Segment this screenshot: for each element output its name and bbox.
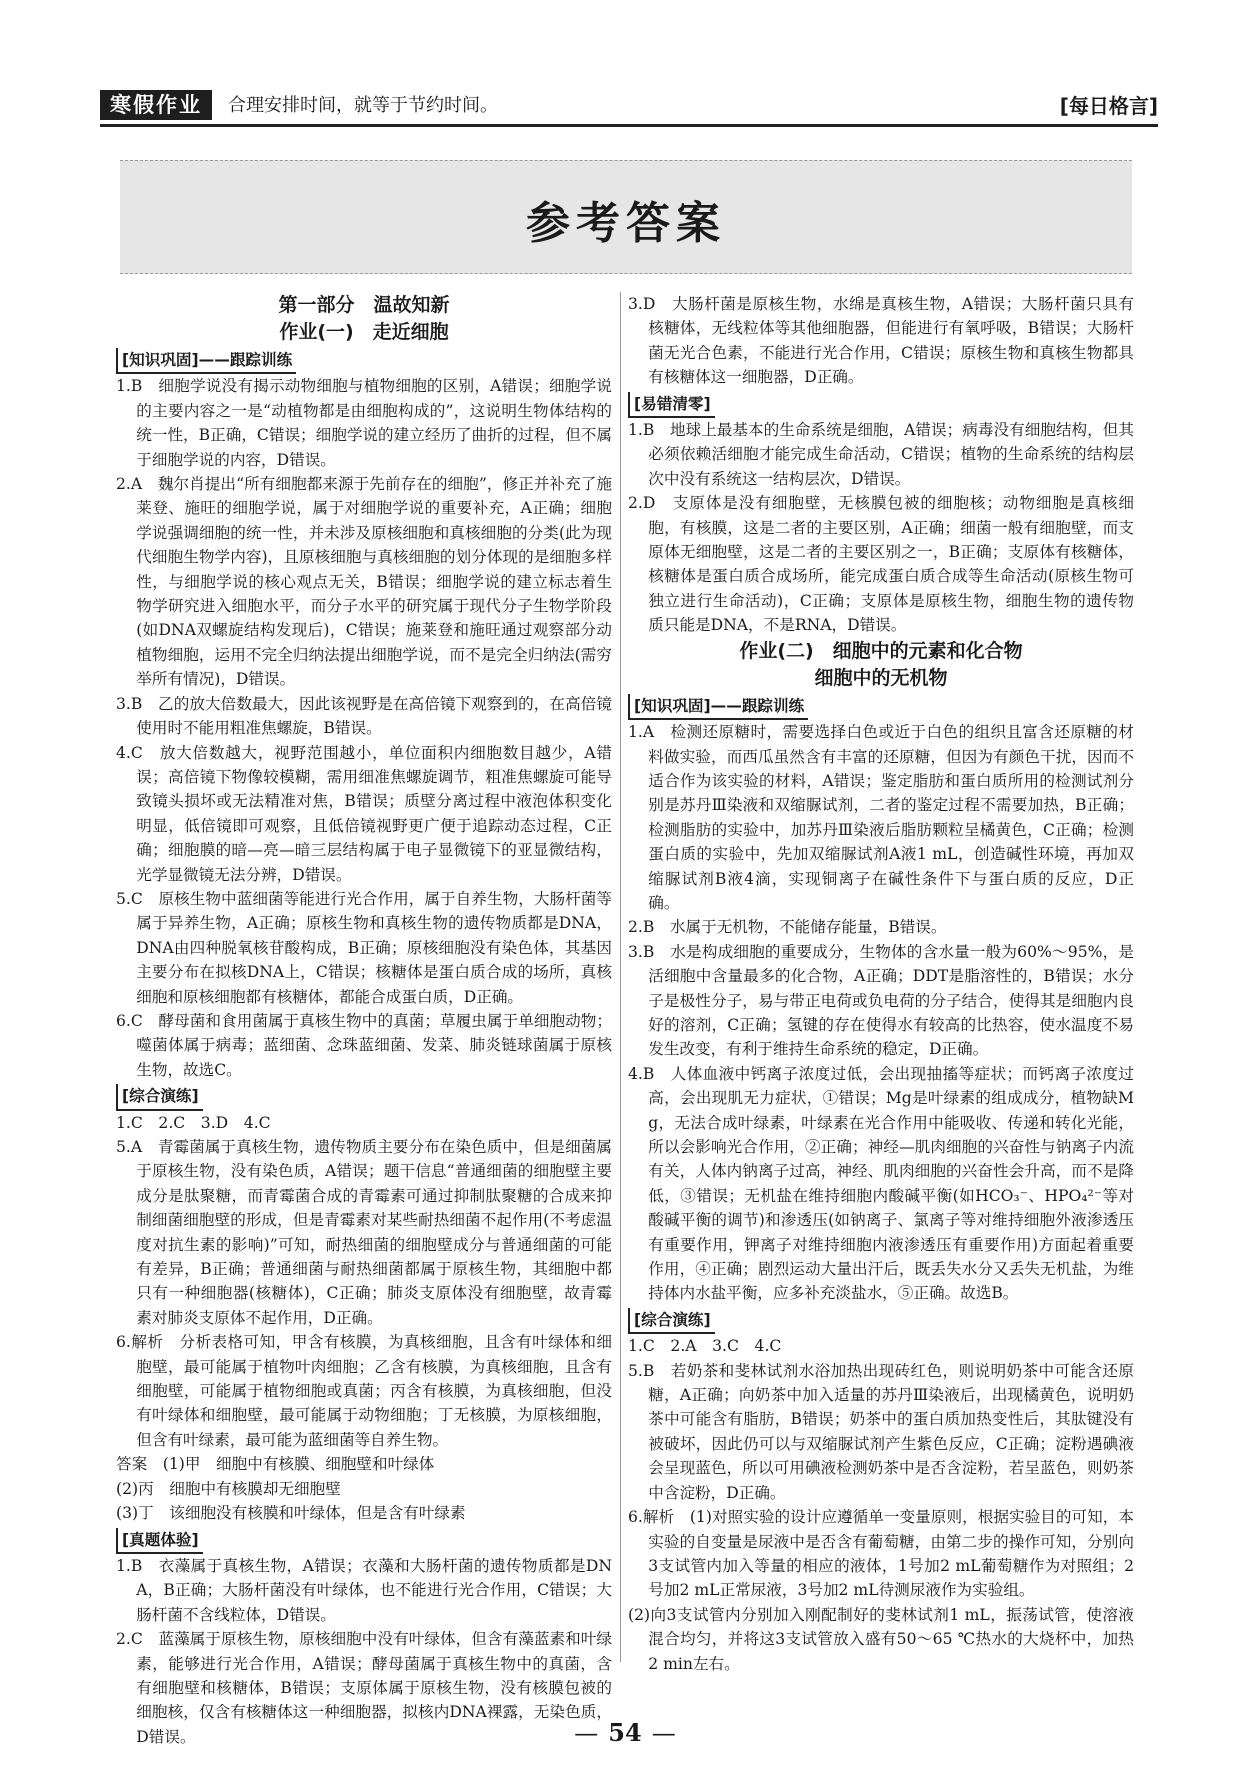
- page-dash-left: —: [574, 1719, 599, 1747]
- answer-item: 4.C 放大倍数越大，视野范围越小，单位面积内细胞数目越少，A错误；高倍镜下物像较模糊，需用细准焦螺旋调节，粗准焦螺旋可能导致镜头损坏或无法精准对焦，B错误；质壁分离过程中液泡体积变化明显，低倍镜即可观察，且低倍镜视野更广便于追踪动态过程，C正确；细胞膜的暗—亮—暗三层结构属于电子显微镜下的亚显微结构，光学显微镜无法分辨，D错误。: [116, 743, 612, 884]
- section-label: [综合演练]: [628, 1308, 715, 1334]
- section-label: [真题体验]: [116, 1528, 203, 1554]
- answer-item: 1.B 细胞学说没有揭示动物细胞与植物细胞的区别，A错误；细胞学说的主要内容之一是“动植物都是由细胞构成的”，这说明生物体结构的统一性，B正确，C错误；细胞学说的建立经历了曲折的过程，但不属于细胞学说的内容，D错误。: [116, 377, 612, 469]
- answer-item: (2)向3支试管内分别加入刚配制好的斐林试剂1 mL，振荡试管，使溶液混合均匀，并将这3支试管放入盛有50～65 ℃热水的大烧杯中，加热2 min左右。: [628, 1605, 1134, 1673]
- homework-1-title: 作业(一) 走近细胞: [279, 321, 449, 343]
- answer-item: 5.C 原核生物中蓝细菌等能进行光合作用，属于自养生物，大肠杆菌等属于异养生物，A正确；原核生物和真核生物的遗传物质都是DNA，DNA由四种脱氧核苷酸构成，B正确；原核细胞没有染色体，其基因主要分布在拟核DNA上，C错误；核糖体是蛋白质合成的场所，真核细胞和原核细胞都有核糖体，都能合成蛋白质，D正确。: [116, 889, 612, 1006]
- right-column: [628, 292, 1134, 1673]
- section-label: [知识巩固]——跟踪训练: [628, 694, 808, 720]
- answer-item: 1.B 衣藻属于真核生物，A错误；衣藻和大肠杆菌的遗传物质都是DNA，B正确；大肠杆菌没有叶绿体，也不能进行光合作用，C错误；大肠杆菌不含线粒体，D错误。: [116, 1556, 612, 1624]
- answer-item: 2.C 蓝藻属于原核生物，原核细胞中没有叶绿体，但含有藻蓝素和叶绿素，能够进行光合作用，A错误；酵母菌属于真核生物中的真菌，含有细胞壁和核糖体，B错误；支原体属于原核生物，没有核膜包被的细胞核，仅含有核糖体这一种细胞器，拟核内DNA裸露，无染色质，D错误。: [116, 1630, 612, 1746]
- page-number-value: 54: [608, 1718, 642, 1747]
- column-divider: [620, 292, 621, 1662]
- page-number: [0, 1718, 1250, 1747]
- section-label: [知识巩固]——跟踪训练: [116, 348, 296, 374]
- title-banner: [120, 160, 1132, 274]
- header-tag: [每日格言]: [1059, 94, 1158, 118]
- homework-2-subtitle: 细胞中的无机物: [814, 666, 948, 689]
- page-header: [100, 88, 1158, 127]
- page-title: 参考答案: [526, 198, 726, 249]
- section-label: [综合演练]: [116, 1084, 203, 1110]
- answer-item: 5.A 青霉菌属于真核生物，遗传物质主要分布在染色质中，但是细菌属于原核生物，没有染色质，A错误；题干信息“普通细菌的细胞壁主要成分是肽聚糖，而青霉菌合成的青霉素可通过抑制肽聚糖的合成来抑制细菌细胞壁的形成，但是青霉素对某些耐热细菌不起作用(不考虑温度对抗生素的影响)”可知，耐热细菌的细胞壁成分与普通细菌的可能有差异，B正确；普通细菌与耐热细菌都属于原核生物，其细胞中都只有一种细胞器(核糖体)，C正确；肺炎支原体没有细胞壁，故青霉素对肺炎支原体不起作用，D正确。: [116, 1138, 612, 1327]
- homework-2-title: 作业(二) 细胞中的元素和化合物: [739, 639, 1023, 662]
- answer-item: 1.C 2.A 3.C 4.C: [628, 1337, 782, 1356]
- left-column: [116, 292, 612, 1746]
- answer-item: (3)丁 该细胞没有核膜和叶绿体，但是含有叶绿素: [116, 1504, 466, 1523]
- answer-item: (2)丙 细胞中有核膜却无细胞壁: [116, 1479, 341, 1498]
- answer-item: 1.B 地球上最基本的生命系统是细胞，A错误；病毒没有细胞结构，但其必须依赖活细胞才能完成生命活动，C错误；植物的生命系统的结构层次中没有系统这一结构层次，D错误。: [628, 421, 1134, 488]
- answer-item: 1.C 2.C 3.D 4.C: [116, 1113, 271, 1132]
- answer-item: 6.C 酵母菌和食用菌属于真核生物中的真菌；草履虫属于单细胞动物；噬菌体属于病毒；蓝细菌、念珠蓝细菌、发菜、肺炎链球菌属于原核生物，故选C。: [116, 1011, 612, 1079]
- answer-item: 答案 (1)甲 细胞中有核膜、细胞壁和叶绿体: [116, 1455, 435, 1474]
- header-badge: 寒假作业: [100, 90, 212, 120]
- part-title: 第一部分 温故知新: [278, 294, 450, 316]
- answer-item: 3.B 水是构成细胞的重要成分，生物体的含水量一般为60%～95%，是活细胞中含量最多的化合物，A正确；DDT是脂溶性的，B错误；水分子是极性分子，易与带正电荷或负电荷的分子结合，使得其是细胞内良好的溶剂，C正确；氢键的存在使得水有较高的比热容，使水温度不易发生改变，有利于维持生命系统的稳定，D正确。: [628, 942, 1134, 1059]
- answer-item: 3.B 乙的放大倍数最大，因此该视野是在高倍镜下观察到的，在高倍镜使用时不能用粗准焦螺旋，B错误。: [116, 694, 612, 738]
- answer-item: 5.B 若奶茶和斐林试剂水浴加热出现砖红色，则说明奶茶中可能含还原糖，A正确；向奶茶中加入适量的苏丹Ⅲ染液后，出现橘黄色，说明奶茶中可能含有脂肪，B错误；奶茶中的蛋白质加热变性后，其肽键没有被破坏，因此仍可以与双缩脲试剂产生紫色反应，C正确；淀粉遇碘液会呈现蓝色，所以可用碘液检测奶茶中是否含淀粉，若呈蓝色，则奶茶中含淀粉，D正确。: [628, 1361, 1134, 1502]
- answer-item: 1.A 检测还原糖时，需要选择白色或近于白色的组织且富含还原糖的材料做实验，而西瓜虽然含有丰富的还原糖，但因为有颜色干扰，因而不适合作为该实验的材料，A错误；鉴定脂肪和蛋白质所用的检测试剂分别是苏丹Ⅲ染液和双缩脲试剂，二者的鉴定过程不需要加热，B正确；检测脂肪的实验中，加苏丹Ⅲ染液后脂肪颗粒呈橘黄色，C正确；检测蛋白质的实验中，先加双缩脲试剂A液1 mL，创造碱性环境，再加双缩脲试剂B液4滴，实现铜离子在碱性条件下与蛋白质的反应，D正确。: [628, 723, 1134, 912]
- answer-item: 4.B 人体血液中钙离子浓度过低，会出现抽搐等症状；而钙离子浓度过高，会出现肌无力症状，①错误；Mg是叶绿素的组成成分，植物缺Mg，无法合成叶绿素，叶绿素在光合作用中能吸收、传递和转化光能，所以会影响光合作用，②正确；神经—肌肉细胞的兴奋性与钠离子内流有关，人体内钠离子过高，神经、肌肉细胞的兴奋性会升高，而不是降低，③错误；无机盐在维持细胞内酸碱平衡(如HCO₃⁻、HPO₄²⁻等对酸碱平衡的调节)和渗透压(如钠离子、氯离子等对维持细胞外液渗透压有重要作用，钾离子对维持细胞内液渗透压有重要作用)方面起着重要作用，④正确；剧烈运动大量出汗后，既丢失水分又丢失无机盐，为维持体内水盐平衡，应多补充淡盐水，⑤正确。故选B。: [628, 1064, 1134, 1303]
- answer-item: 2.A 魏尔肖提出“所有细胞都来源于先前存在的细胞”，修正并补充了施莱登、施旺的细胞学说，属于对细胞学说的重要补充，A正确；细胞学说强调细胞的统一性，并未涉及原核细胞和真核细胞的分类(此为现代细胞生物学内容)，且原核细胞与真核细胞的划分体现的是细胞多样性，与细胞学说的核心观点无关，B错误；细胞学说的建立标志着生物学研究进入细胞水平，而分子水平的研究属于现代分子生物学阶段(如DNA双螺旋结构发现后)，C错误；施莱登和施旺通过观察部分动植物细胞，运用不完全归纳法提出细胞学说，而不是完全归纳法(需穷举所有情况)，D错误。: [116, 475, 612, 689]
- header-motto: 合理安排时间，就等于节约时间。: [228, 95, 498, 116]
- section-label: [易错清零]: [628, 392, 715, 418]
- answer-item: 6.解析 分析表格可知，甲含有核膜，为真核细胞，且含有叶绿体和细胞壁，最可能属于植物叶肉细胞；乙含有核膜，为真核细胞，且含有细胞壁，可能属于植物细胞或真菌；丙含有核膜，为真核细胞，但没有叶绿体和细胞壁，最可能属于动物细胞；丁无核膜，为原核细胞，但含有叶绿素，最可能为蓝细菌等自养生物。: [116, 1333, 612, 1449]
- answer-item: 2.D 支原体是没有细胞壁，无核膜包被的细胞核；动物细胞是真核细胞，有核膜，这是二者的主要区别，A正确；细菌一般有细胞壁，而支原体无细胞壁，这是二者的主要区别之一，B正确；支原体有核糖体，核糖体是蛋白质合成场所，能完成蛋白质合成等生命活动(原核生物可独立进行生命活动)，C正确；支原体是原核生物，细胞生物的遗传物质只能是DNA，不是RNA，D错误。: [628, 494, 1134, 635]
- page-dash-right: —: [651, 1719, 676, 1747]
- answer-item: 3.D 大肠杆菌是原核生物，水绵是真核生物，A错误；大肠杆菌只具有核糖体，无线粒体等其他细胞器，但能进行有氧呼吸，B错误；大肠杆菌无光合色素，不能进行光合作用，C错误；原核生物和真核生物都具有核糖体这一细胞器，D正确。: [628, 295, 1134, 387]
- answer-item: 6.解析 (1)对照实验的设计应遵循单一变量原则，根据实验目的可知，本实验的自变量是尿液中是否含有葡萄糖，由第二步的操作可知，分别向3支试管内加入等量的相应的液体，1号加2 mL葡萄糖作为对照组；2号加2 mL正常尿液，3号加2 mL待测尿液作为实验组。: [628, 1508, 1134, 1600]
- answer-item: 2.B 水属于无机物，不能储存能量，B错误。: [628, 918, 947, 937]
